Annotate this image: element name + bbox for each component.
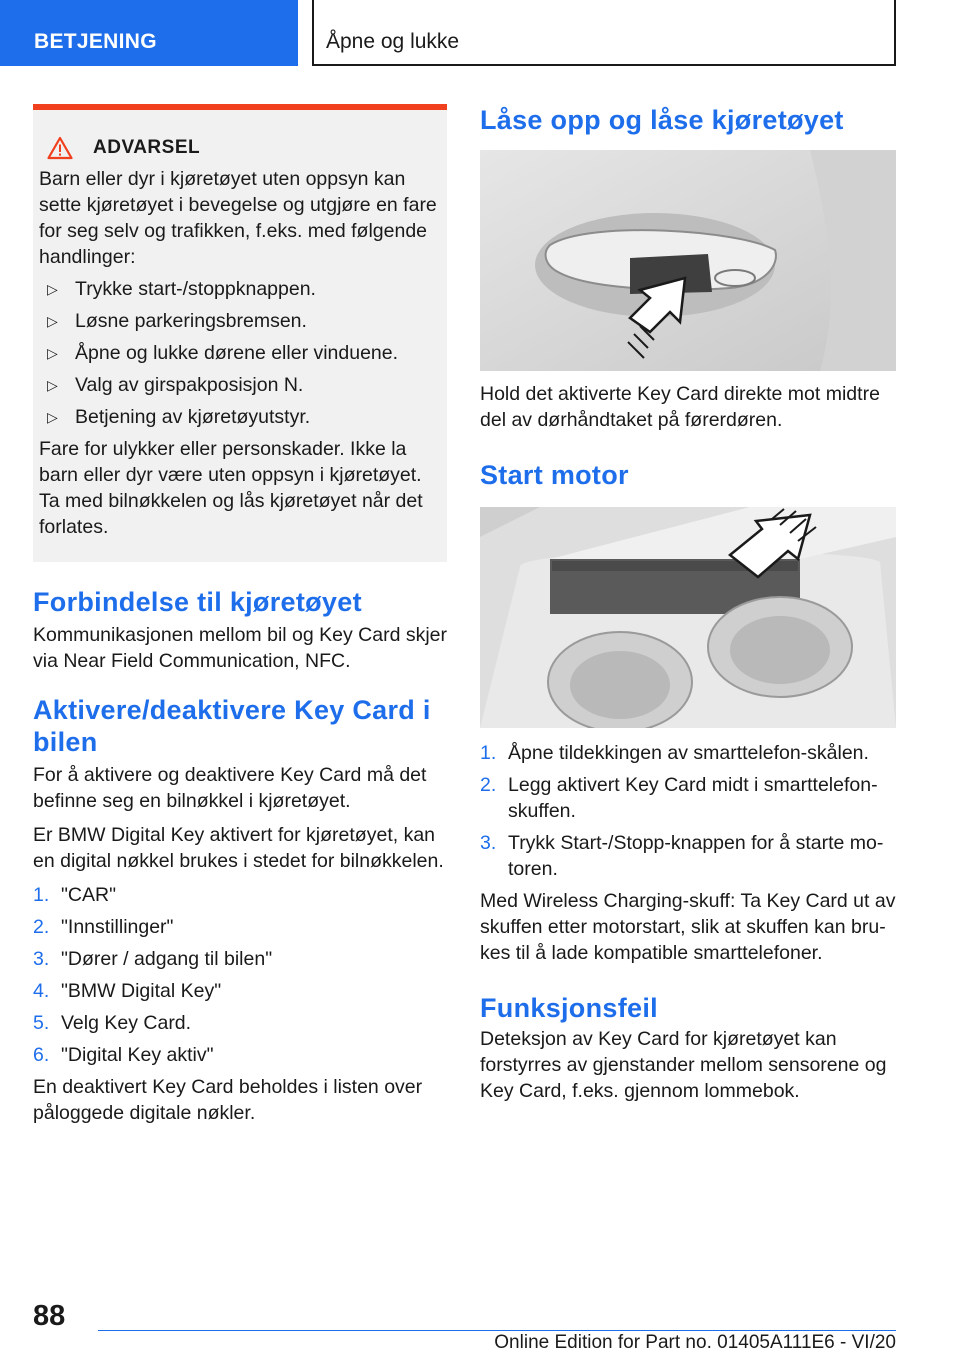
- step-text: Legg aktivert Key Card midt i smarttelefonskuffen.: [508, 774, 878, 822]
- step-text: "Innstillinger": [61, 916, 174, 938]
- list-item: [33, 914, 447, 940]
- step-number: 4.: [33, 980, 50, 1002]
- list-item: [480, 772, 896, 824]
- unlock-caption: Hold det aktiverte Key Card direkte mot midtre del av dørhåndtaket på førerdøren.: [480, 383, 880, 431]
- step-text: "BMW Digital Key": [61, 980, 222, 1002]
- page-number: 88: [33, 1300, 66, 1332]
- smartphone-tray-illustration: [480, 507, 896, 728]
- activate-heading: Aktivere/deaktivere Key Card i bilen: [33, 695, 431, 757]
- step-number: 1.: [33, 884, 50, 906]
- warning-title: ADVARSEL: [93, 137, 201, 158]
- warning-header: [47, 136, 439, 160]
- step-text: "CAR": [61, 884, 117, 906]
- step-number: 6.: [33, 1044, 50, 1066]
- list-item: [39, 340, 439, 366]
- activate-paragraph-1: For å aktivere og deaktivere Key Card må det befinne seg en bilnøkkel i kjøretøyet.: [33, 764, 427, 812]
- fault-heading: Funksjonsfeil: [480, 993, 658, 1023]
- list-item: [33, 946, 447, 972]
- bullet-triangle-icon: ▷: [47, 281, 58, 297]
- warning-triangle-icon: [47, 136, 73, 160]
- list-item-text: Trykke start-/stoppknappen.: [75, 278, 316, 300]
- step-number: 3.: [480, 832, 497, 854]
- step-text: Velg Key Card.: [61, 1012, 192, 1034]
- connection-heading: Forbindelse til kjøretøyet: [33, 587, 362, 617]
- list-item: [480, 740, 896, 766]
- step-number: 1.: [480, 742, 497, 764]
- list-item-text: Åpne og lukke dørene eller vinduene.: [75, 342, 399, 364]
- bullet-triangle-icon: ▷: [47, 345, 58, 361]
- fault-text: Deteksjon av Key Card for kjøretøyet kan forstyrres av gjenstander mellom sensorene og Key Card, f.eks. gjennom lommebok.: [480, 1028, 887, 1102]
- list-item: [33, 978, 447, 1004]
- warning-box: [33, 104, 447, 562]
- list-item: [39, 372, 439, 398]
- list-item: [39, 276, 439, 302]
- warning-intro: Barn eller dyr i kjøretøyet uten oppsyn kan sette kjøretøyet i bevegelse og utgjøre en fare for seg selv og trafikken, f.eks. med følgende handlinger:: [39, 168, 437, 268]
- left-column: [33, 104, 447, 1126]
- footer-edition: Online Edition for Part no. 01405A111E6 - VI/20: [494, 1332, 896, 1353]
- activate-paragraph-2: Er BMW Digital Key aktivert for kjøretøyet, kan en digital nøkkel brukes i stedet for bilnøkkelen.: [33, 824, 444, 872]
- start-heading: Start motor: [480, 460, 629, 490]
- activate-steps: [33, 882, 447, 1068]
- right-column: [480, 104, 896, 1104]
- step-text: Trykk Start-/Stopp-knappen for å starte motoren.: [508, 832, 884, 880]
- door-handle-illustration: [480, 150, 896, 371]
- list-item-text: Valg av girspakposisjon N.: [75, 374, 304, 396]
- step-number: 2.: [480, 774, 497, 796]
- step-number: 2.: [33, 916, 50, 938]
- start-note: Med Wireless Charging-skuff: Ta Key Card ut av skuffen etter motorstart, slik at skuffen kan brukes til å lade kompatible smarttelefoner.: [480, 890, 896, 964]
- list-item: [33, 1042, 447, 1068]
- list-item: [39, 308, 439, 334]
- list-item: [33, 882, 447, 908]
- unlock-heading: Låse opp og låse kjøretøyet: [480, 105, 844, 135]
- warning-action-list: [39, 276, 439, 430]
- start-steps: [480, 740, 896, 882]
- bullet-triangle-icon: ▷: [47, 313, 58, 329]
- step-text: "Digital Key aktiv": [61, 1044, 214, 1066]
- list-item-text: Løsne parkeringsbremsen.: [75, 310, 307, 332]
- step-number: 3.: [33, 948, 50, 970]
- section-tab: BETJENING: [0, 0, 298, 66]
- chapter-title: Åpne og lukke: [312, 0, 896, 66]
- list-item: [39, 404, 439, 430]
- bullet-triangle-icon: ▷: [47, 409, 58, 425]
- connection-text: Kommunikasjonen mellom bil og Key Card skjer via Near Field Communication, NFC.: [33, 624, 448, 672]
- bullet-triangle-icon: ▷: [47, 377, 58, 393]
- step-text: Åpne tildekkingen av smarttelefon-skålen.: [508, 742, 869, 764]
- footer-divider: [98, 1330, 896, 1331]
- activate-paragraph-3: En deaktivert Key Card beholdes i listen over påloggede digitale nøkler.: [33, 1076, 423, 1124]
- list-item: [480, 830, 896, 882]
- list-item-text: Betjening av kjøretøyutstyr.: [75, 406, 311, 428]
- warning-outro: Fare for ulykker eller personskader. Ikke la barn eller dyr være uten oppsyn i kjøretøyet. Ta med bilnøkkelen og lås kjøretøyet når det forlates.: [39, 438, 423, 538]
- list-item: [33, 1010, 447, 1036]
- step-number: 5.: [33, 1012, 50, 1034]
- step-text: "Dører / adgang til bilen": [61, 948, 273, 970]
